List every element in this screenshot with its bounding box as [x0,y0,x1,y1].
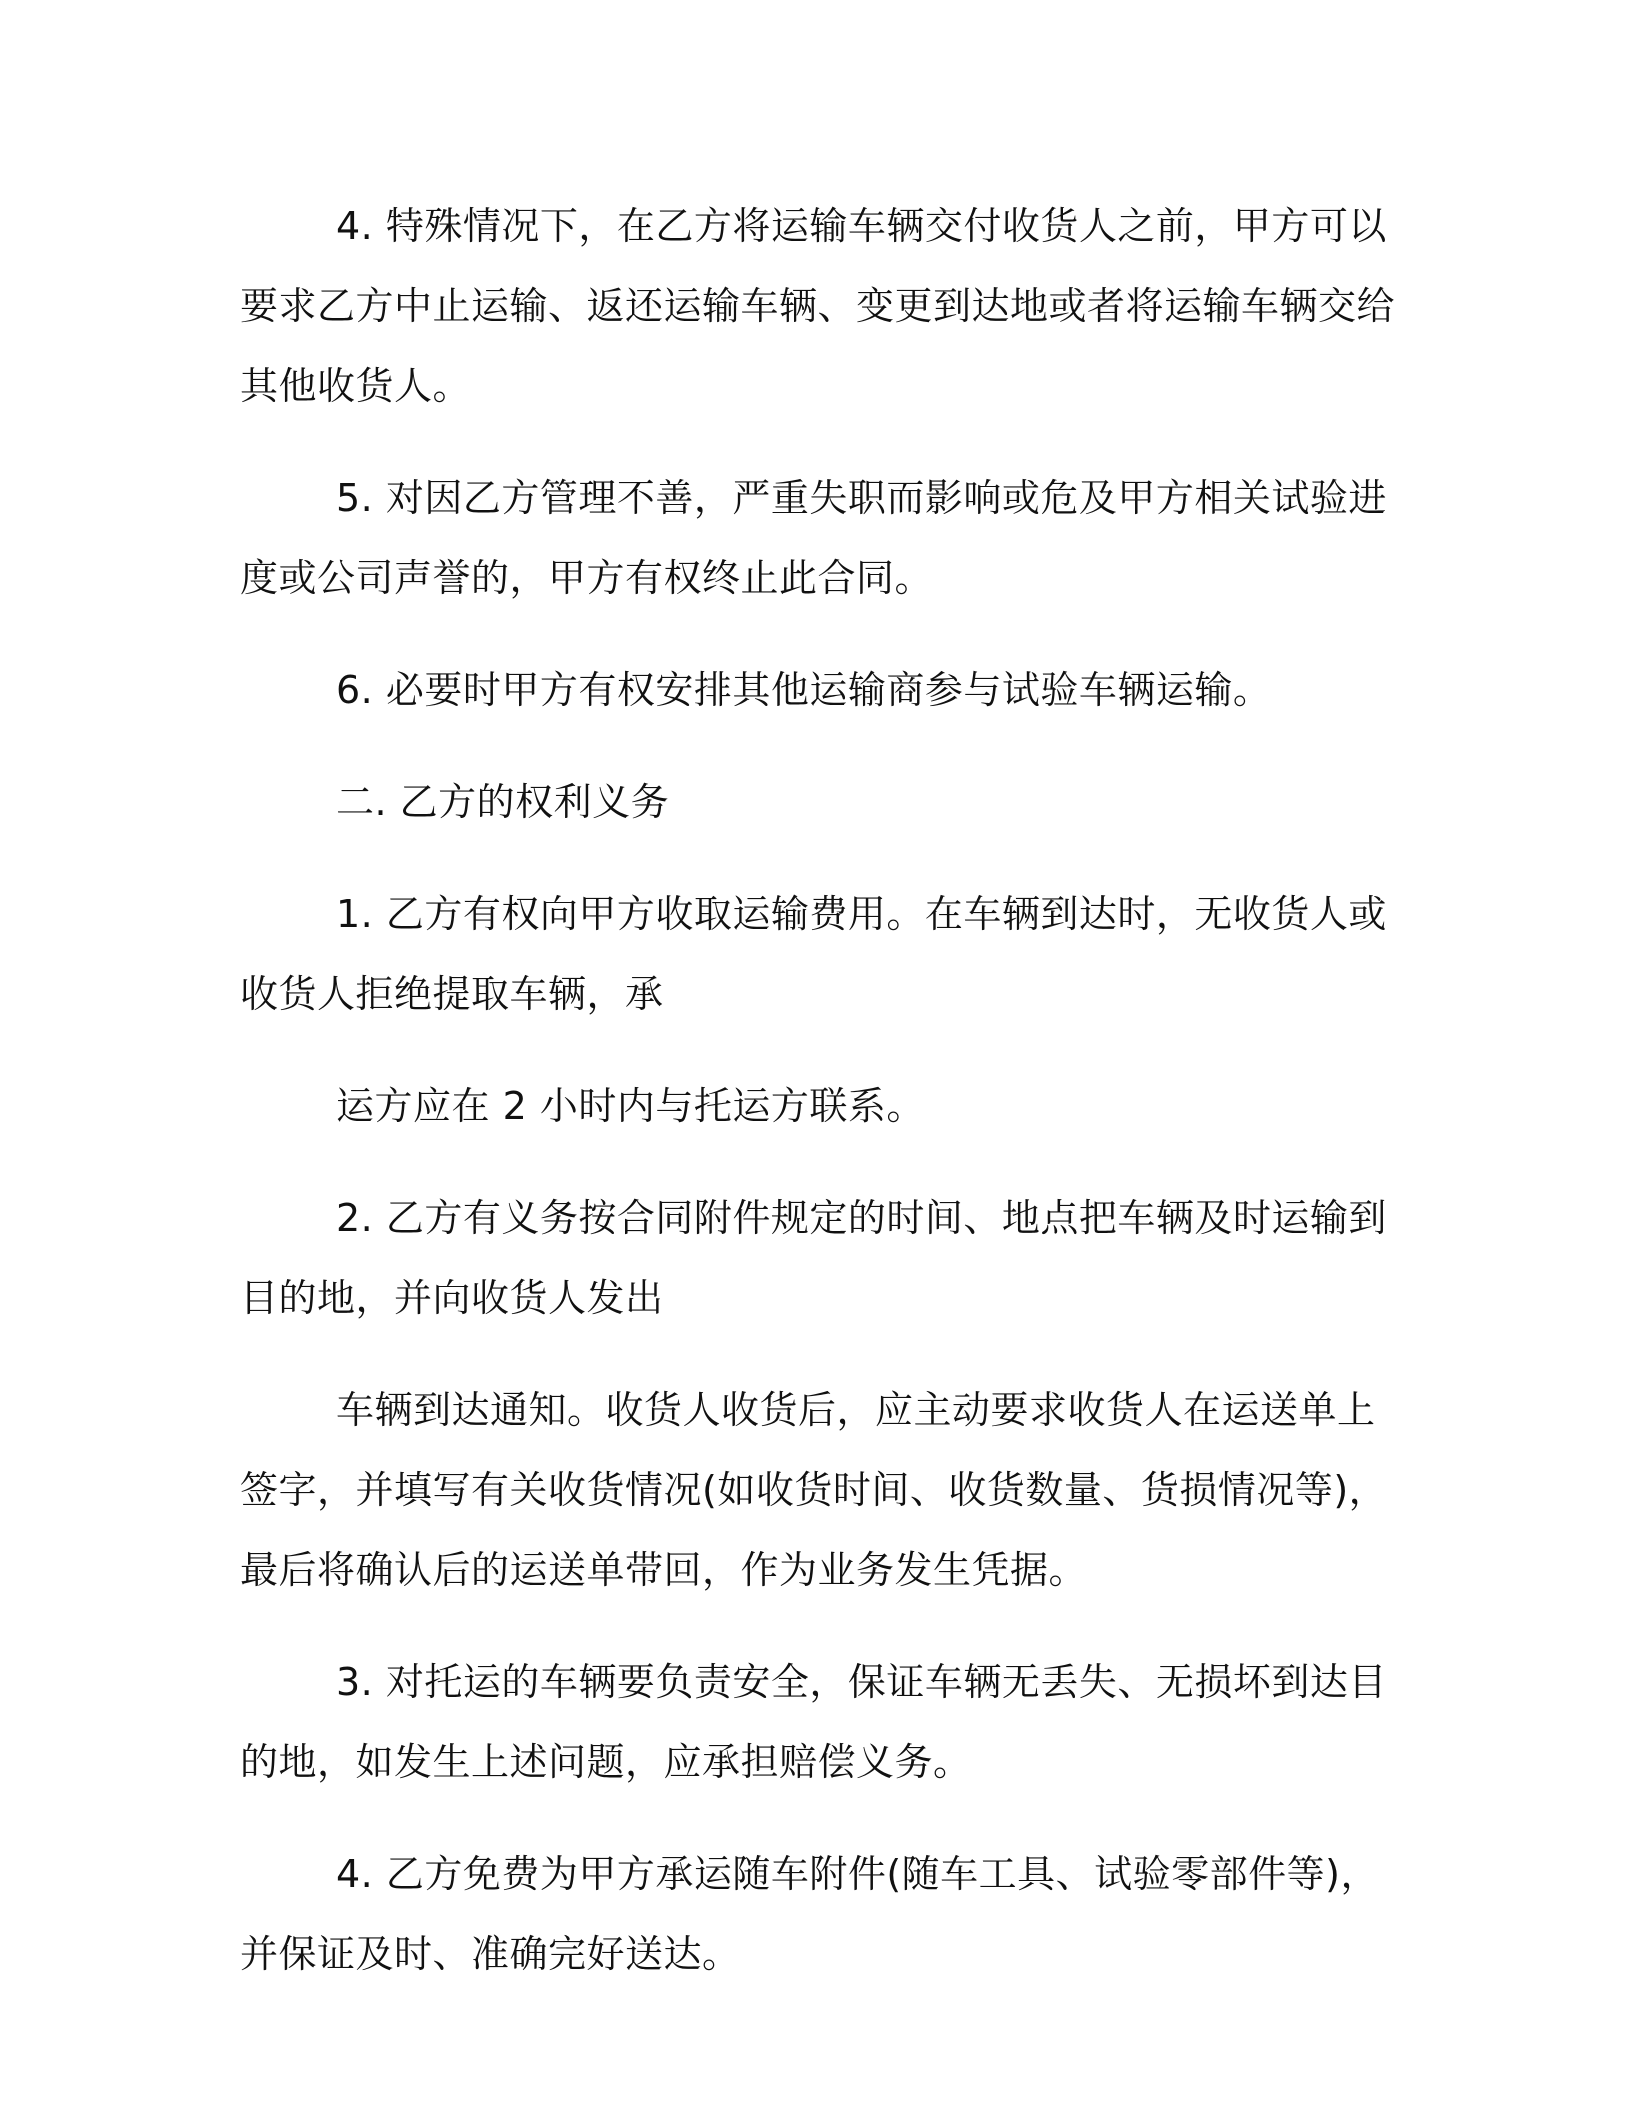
paragraph-party-a-item-4: 4. 特殊情况下，在乙方将运输车辆交付收货人之前，甲方可以要求乙方中止运输、返还运输车辆、变更到达地或者将运输车辆交给其他收货人。 [240,204,1396,408]
document-body [240,186,1400,2026]
paragraph-party-b-item-4: 4. 乙方免费为甲方承运随车附件(随车工具、试验零部件等)，并保证及时、准确完好送达。 [240,1852,1379,1976]
paragraph-party-b-item-1: 1. 乙方有权向甲方收取运输费用。在车辆到达时，无收货人或收货人拒绝提取车辆，承 [240,892,1387,1016]
paragraph-party-b-item-3: 3. 对托运的车辆要负责安全，保证车辆无丢失、无损坏到达目的地，如发生上述问题，应承担赔偿义务。 [240,1660,1387,1784]
paragraph-party-b-item-2: 2. 乙方有义务按合同附件规定的时间、地点把车辆及时运输到目的地，并向收货人发出 [240,1196,1387,1320]
paragraph-party-a-item-5: 5. 对因乙方管理不善，严重失职而影响或危及甲方相关试验进度或公司声誉的，甲方有权终止此合同。 [240,476,1387,600]
paragraph-party-b-item-2-continued: 车辆到达通知。收货人收货后，应主动要求收货人在运送单上签字，并填写有关收货情况(如收货时间、收货数量、货损情况等)，最后将确认后的运送单带回，作为业务发生凭据。 [240,1388,1388,1592]
paragraph-party-b-item-1-continued: 运方应在 2 小时内与托运方联系。 [336,1084,925,1128]
paragraph-party-a-item-6: 6. 必要时甲方有权安排其他运输商参与试验车辆运输。 [336,668,1272,712]
section-heading-party-b: 二. 乙方的权利义务 [336,780,670,824]
